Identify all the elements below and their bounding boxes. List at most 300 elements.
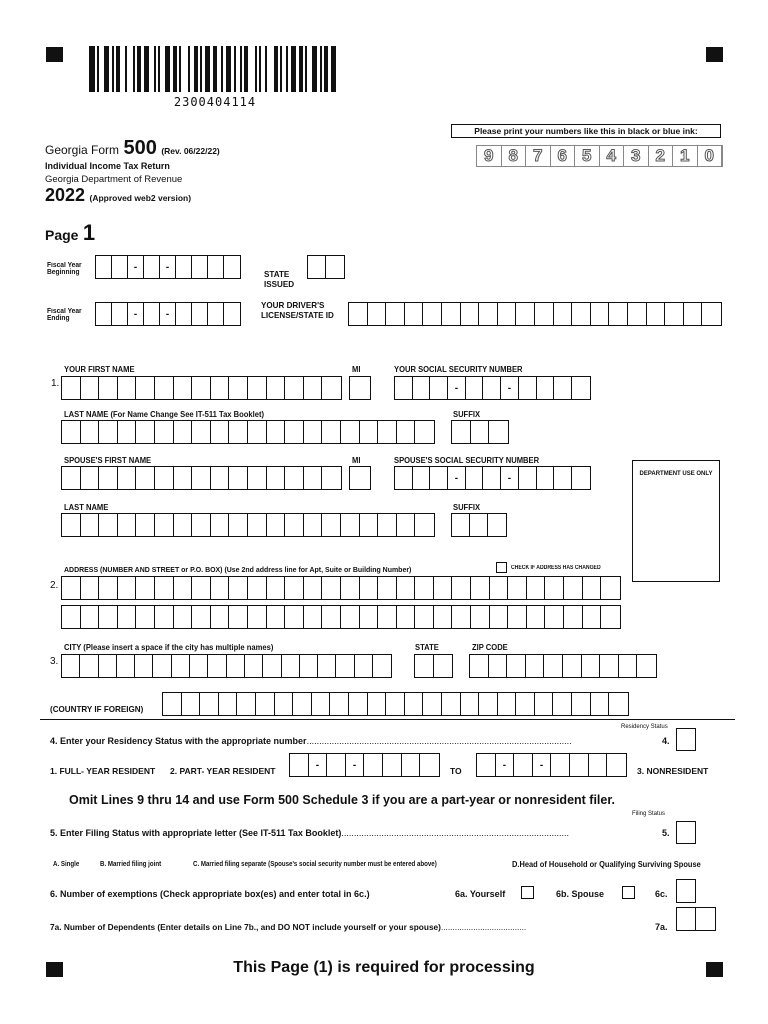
character-cell[interactable] — [304, 606, 323, 628]
character-cell[interactable] — [229, 577, 248, 599]
filing-status-field[interactable] — [676, 821, 696, 844]
character-cell[interactable] — [442, 303, 461, 325]
character-cell[interactable] — [397, 421, 416, 443]
character-cell[interactable] — [192, 377, 211, 399]
character-cell[interactable] — [535, 303, 554, 325]
character-cell[interactable] — [386, 303, 405, 325]
character-cell[interactable]: - — [128, 303, 144, 325]
character-cell[interactable] — [420, 754, 439, 776]
character-cell[interactable] — [619, 655, 638, 677]
character-cell[interactable] — [192, 606, 211, 628]
character-cell[interactable] — [285, 377, 304, 399]
character-cell[interactable] — [248, 577, 267, 599]
character-cell[interactable] — [300, 655, 318, 677]
character-cell[interactable] — [96, 303, 112, 325]
character-cell[interactable] — [600, 655, 619, 677]
character-cell[interactable] — [551, 754, 570, 776]
character-cell[interactable] — [527, 606, 546, 628]
character-cell[interactable] — [248, 514, 267, 536]
character-cell[interactable] — [326, 256, 344, 278]
character-cell[interactable] — [81, 421, 100, 443]
character-cell[interactable] — [609, 303, 628, 325]
character-cell[interactable] — [402, 754, 421, 776]
character-cell[interactable]: - — [309, 754, 328, 776]
character-cell[interactable] — [62, 421, 81, 443]
character-cell[interactable] — [155, 606, 174, 628]
character-cell[interactable] — [471, 606, 490, 628]
character-cell[interactable] — [434, 606, 453, 628]
spouse-last-name-field[interactable] — [61, 513, 435, 537]
character-cell[interactable] — [322, 377, 341, 399]
character-cell[interactable] — [527, 577, 546, 599]
character-cell[interactable] — [563, 655, 582, 677]
character-cell[interactable] — [519, 467, 537, 489]
character-cell[interactable] — [219, 693, 238, 715]
character-cell[interactable] — [163, 693, 182, 715]
character-cell[interactable] — [308, 256, 326, 278]
residency-to-field[interactable] — [476, 753, 627, 777]
character-cell[interactable] — [293, 693, 312, 715]
character-cell[interactable] — [415, 577, 434, 599]
character-cell[interactable] — [572, 467, 590, 489]
character-cell[interactable] — [434, 577, 453, 599]
character-cell[interactable] — [452, 421, 471, 443]
character-cell[interactable] — [285, 421, 304, 443]
character-cell[interactable] — [81, 606, 100, 628]
character-cell[interactable] — [677, 908, 696, 930]
state-issued-field[interactable] — [307, 255, 345, 279]
character-cell[interactable] — [227, 655, 245, 677]
character-cell[interactable] — [322, 606, 341, 628]
character-cell[interactable] — [117, 655, 135, 677]
character-cell[interactable] — [364, 754, 383, 776]
character-cell[interactable] — [434, 655, 453, 677]
character-cell[interactable] — [341, 421, 360, 443]
character-cell[interactable] — [360, 514, 379, 536]
character-cell[interactable] — [62, 577, 81, 599]
character-cell[interactable] — [318, 655, 336, 677]
character-cell[interactable] — [378, 514, 397, 536]
character-cell[interactable] — [282, 655, 300, 677]
character-cell[interactable] — [507, 655, 526, 677]
character-cell[interactable] — [62, 377, 81, 399]
character-cell[interactable] — [378, 606, 397, 628]
character-cell[interactable] — [466, 377, 484, 399]
character-cell[interactable] — [322, 577, 341, 599]
character-cell[interactable] — [285, 577, 304, 599]
character-cell[interactable] — [155, 577, 174, 599]
character-cell[interactable] — [395, 377, 413, 399]
ssn-field[interactable] — [394, 376, 591, 400]
character-cell[interactable] — [155, 377, 174, 399]
character-cell[interactable] — [256, 693, 275, 715]
character-cell[interactable] — [155, 467, 174, 489]
character-cell[interactable] — [263, 655, 281, 677]
character-cell[interactable] — [99, 421, 118, 443]
character-cell[interactable] — [99, 655, 117, 677]
character-cell[interactable] — [153, 655, 171, 677]
character-cell[interactable] — [211, 377, 230, 399]
character-cell[interactable] — [461, 693, 480, 715]
character-cell[interactable] — [136, 377, 155, 399]
character-cell[interactable] — [350, 377, 370, 399]
character-cell[interactable] — [430, 467, 448, 489]
spouse-first-name-field[interactable] — [61, 466, 342, 490]
character-cell[interactable]: - — [501, 377, 519, 399]
exemption-total-field[interactable] — [676, 879, 696, 903]
character-cell[interactable] — [190, 655, 208, 677]
character-cell[interactable]: - — [448, 377, 466, 399]
character-cell[interactable] — [360, 421, 379, 443]
character-cell[interactable] — [99, 467, 118, 489]
character-cell[interactable] — [572, 377, 590, 399]
character-cell[interactable] — [461, 303, 480, 325]
character-cell[interactable] — [696, 908, 715, 930]
character-cell[interactable] — [545, 606, 564, 628]
character-cell[interactable] — [192, 467, 211, 489]
character-cell[interactable] — [211, 577, 230, 599]
character-cell[interactable] — [155, 421, 174, 443]
character-cell[interactable] — [81, 377, 100, 399]
character-cell[interactable] — [275, 693, 294, 715]
character-cell[interactable] — [62, 514, 81, 536]
character-cell[interactable] — [519, 377, 537, 399]
character-cell[interactable] — [237, 693, 256, 715]
character-cell[interactable] — [118, 421, 137, 443]
exemption-yourself-checkbox[interactable] — [521, 886, 534, 899]
spouse-ssn-field[interactable] — [394, 466, 591, 490]
character-cell[interactable] — [570, 754, 589, 776]
character-cell[interactable] — [118, 467, 137, 489]
character-cell[interactable] — [211, 606, 230, 628]
character-cell[interactable] — [192, 421, 211, 443]
character-cell[interactable] — [267, 467, 286, 489]
address-changed-checkbox[interactable] — [496, 562, 507, 573]
character-cell[interactable] — [62, 606, 81, 628]
character-cell[interactable] — [609, 693, 628, 715]
character-cell[interactable] — [535, 693, 554, 715]
character-cell[interactable] — [415, 606, 434, 628]
character-cell[interactable] — [267, 421, 286, 443]
character-cell[interactable] — [267, 606, 286, 628]
character-cell[interactable] — [248, 467, 267, 489]
character-cell[interactable] — [415, 421, 434, 443]
character-cell[interactable] — [118, 577, 137, 599]
character-cell[interactable] — [479, 693, 498, 715]
character-cell[interactable] — [378, 577, 397, 599]
character-cell[interactable] — [176, 256, 192, 278]
character-cell[interactable] — [99, 606, 118, 628]
character-cell[interactable] — [174, 467, 193, 489]
license-field[interactable] — [348, 302, 722, 326]
character-cell[interactable] — [471, 577, 490, 599]
character-cell[interactable]: - — [533, 754, 552, 776]
character-cell[interactable] — [248, 421, 267, 443]
character-cell[interactable] — [466, 467, 484, 489]
character-cell[interactable] — [96, 256, 112, 278]
character-cell[interactable] — [508, 606, 527, 628]
character-cell[interactable] — [355, 655, 373, 677]
character-cell[interactable] — [192, 577, 211, 599]
character-cell[interactable]: - — [160, 303, 176, 325]
character-cell[interactable] — [81, 514, 100, 536]
character-cell[interactable] — [684, 303, 703, 325]
character-cell[interactable]: - — [346, 754, 365, 776]
character-cell[interactable] — [172, 655, 190, 677]
character-cell[interactable] — [572, 303, 591, 325]
character-cell[interactable] — [490, 606, 509, 628]
character-cell[interactable] — [508, 577, 527, 599]
character-cell[interactable] — [397, 577, 416, 599]
character-cell[interactable] — [470, 655, 489, 677]
character-cell[interactable] — [330, 693, 349, 715]
character-cell[interactable] — [341, 577, 360, 599]
character-cell[interactable] — [564, 606, 583, 628]
character-cell[interactable] — [211, 514, 230, 536]
character-cell[interactable] — [514, 754, 533, 776]
character-cell[interactable] — [229, 467, 248, 489]
character-cell[interactable] — [135, 655, 153, 677]
exemption-spouse-checkbox[interactable] — [622, 886, 635, 899]
character-cell[interactable] — [192, 514, 211, 536]
character-cell[interactable] — [601, 606, 620, 628]
character-cell[interactable] — [304, 377, 323, 399]
character-cell[interactable] — [208, 655, 226, 677]
character-cell[interactable] — [489, 655, 508, 677]
character-cell[interactable] — [224, 303, 240, 325]
character-cell[interactable] — [583, 606, 602, 628]
character-cell[interactable] — [702, 303, 721, 325]
character-cell[interactable] — [341, 514, 360, 536]
character-cell[interactable] — [136, 577, 155, 599]
character-cell[interactable] — [99, 377, 118, 399]
character-cell[interactable] — [350, 467, 370, 489]
character-cell[interactable] — [312, 693, 331, 715]
character-cell[interactable] — [285, 467, 304, 489]
character-cell[interactable] — [136, 606, 155, 628]
character-cell[interactable] — [208, 256, 224, 278]
character-cell[interactable] — [99, 577, 118, 599]
character-cell[interactable] — [267, 377, 286, 399]
character-cell[interactable] — [647, 303, 666, 325]
character-cell[interactable] — [144, 256, 160, 278]
character-cell[interactable] — [583, 577, 602, 599]
character-cell[interactable] — [211, 467, 230, 489]
spouse-mi-field[interactable] — [349, 466, 371, 490]
character-cell[interactable] — [545, 577, 564, 599]
character-cell[interactable] — [200, 693, 219, 715]
character-cell[interactable] — [537, 467, 555, 489]
character-cell[interactable] — [322, 421, 341, 443]
residency-status-field[interactable] — [676, 728, 696, 751]
spouse-suffix-field[interactable] — [451, 513, 507, 537]
character-cell[interactable] — [490, 577, 509, 599]
residency-from-field[interactable] — [289, 753, 440, 777]
character-cell[interactable]: - — [496, 754, 515, 776]
character-cell[interactable] — [136, 514, 155, 536]
address-line-2-field[interactable] — [61, 605, 621, 629]
character-cell[interactable] — [423, 693, 442, 715]
character-cell[interactable] — [62, 467, 81, 489]
character-cell[interactable] — [174, 514, 193, 536]
character-cell[interactable] — [62, 655, 80, 677]
character-cell[interactable] — [452, 606, 471, 628]
character-cell[interactable] — [304, 421, 323, 443]
suffix-field[interactable] — [451, 420, 509, 444]
character-cell[interactable] — [488, 514, 506, 536]
character-cell[interactable] — [415, 655, 434, 677]
dependents-field[interactable] — [676, 907, 716, 931]
character-cell[interactable] — [229, 514, 248, 536]
character-cell[interactable] — [174, 421, 193, 443]
character-cell[interactable] — [591, 303, 610, 325]
character-cell[interactable] — [322, 467, 341, 489]
character-cell[interactable] — [415, 514, 434, 536]
character-cell[interactable]: - — [128, 256, 144, 278]
character-cell[interactable] — [229, 421, 248, 443]
character-cell[interactable] — [118, 514, 137, 536]
character-cell[interactable] — [174, 377, 193, 399]
character-cell[interactable] — [174, 606, 193, 628]
character-cell[interactable] — [360, 606, 379, 628]
character-cell[interactable] — [224, 256, 240, 278]
character-cell[interactable] — [628, 303, 647, 325]
character-cell[interactable] — [591, 693, 610, 715]
address-line-1-field[interactable] — [61, 576, 621, 600]
character-cell[interactable] — [397, 514, 416, 536]
character-cell[interactable] — [304, 577, 323, 599]
character-cell[interactable] — [526, 655, 545, 677]
character-cell[interactable] — [470, 514, 488, 536]
character-cell[interactable] — [554, 303, 573, 325]
character-cell[interactable] — [383, 754, 402, 776]
character-cell[interactable] — [248, 377, 267, 399]
character-cell[interactable] — [229, 377, 248, 399]
character-cell[interactable] — [290, 754, 309, 776]
character-cell[interactable] — [554, 467, 572, 489]
character-cell[interactable] — [229, 606, 248, 628]
character-cell[interactable] — [112, 303, 128, 325]
character-cell[interactable] — [368, 693, 387, 715]
character-cell[interactable] — [192, 303, 208, 325]
character-cell[interactable] — [80, 655, 98, 677]
character-cell[interactable] — [477, 754, 496, 776]
character-cell[interactable] — [544, 655, 563, 677]
character-cell[interactable] — [405, 693, 424, 715]
character-cell[interactable] — [378, 421, 397, 443]
city-field[interactable] — [61, 654, 392, 678]
character-cell[interactable] — [248, 606, 267, 628]
character-cell[interactable] — [285, 606, 304, 628]
character-cell[interactable] — [607, 754, 626, 776]
character-cell[interactable] — [413, 377, 431, 399]
character-cell[interactable] — [413, 467, 431, 489]
character-cell[interactable] — [304, 467, 323, 489]
character-cell[interactable]: - — [160, 256, 176, 278]
character-cell[interactable] — [155, 514, 174, 536]
character-cell[interactable] — [112, 256, 128, 278]
character-cell[interactable] — [208, 303, 224, 325]
character-cell[interactable] — [245, 655, 263, 677]
character-cell[interactable] — [489, 421, 508, 443]
character-cell[interactable] — [452, 577, 471, 599]
character-cell[interactable] — [285, 514, 304, 536]
character-cell[interactable] — [564, 577, 583, 599]
character-cell[interactable] — [516, 303, 535, 325]
character-cell[interactable] — [368, 303, 387, 325]
character-cell[interactable] — [211, 421, 230, 443]
character-cell[interactable] — [304, 514, 323, 536]
fiscal-beginning-field[interactable] — [95, 255, 241, 279]
character-cell[interactable] — [349, 693, 368, 715]
character-cell[interactable] — [430, 377, 448, 399]
character-cell[interactable] — [386, 693, 405, 715]
character-cell[interactable] — [483, 467, 501, 489]
character-cell[interactable] — [452, 514, 470, 536]
character-cell[interactable] — [118, 377, 137, 399]
character-cell[interactable] — [483, 377, 501, 399]
character-cell[interactable] — [554, 377, 572, 399]
character-cell[interactable] — [182, 693, 201, 715]
character-cell[interactable] — [442, 693, 461, 715]
character-cell[interactable]: - — [448, 467, 466, 489]
state-field[interactable] — [414, 654, 453, 678]
character-cell[interactable] — [553, 693, 572, 715]
character-cell[interactable] — [267, 514, 286, 536]
character-cell[interactable]: - — [501, 467, 519, 489]
character-cell[interactable] — [572, 693, 591, 715]
character-cell[interactable] — [144, 303, 160, 325]
character-cell[interactable] — [81, 467, 100, 489]
character-cell[interactable] — [136, 421, 155, 443]
character-cell[interactable] — [665, 303, 684, 325]
character-cell[interactable] — [637, 655, 656, 677]
character-cell[interactable] — [99, 514, 118, 536]
character-cell[interactable] — [498, 693, 517, 715]
character-cell[interactable] — [118, 606, 137, 628]
character-cell[interactable] — [81, 577, 100, 599]
character-cell[interactable] — [373, 655, 391, 677]
fiscal-ending-field[interactable] — [95, 302, 241, 326]
first-name-field[interactable] — [61, 376, 342, 400]
character-cell[interactable] — [322, 514, 341, 536]
character-cell[interactable] — [405, 303, 424, 325]
zip-field[interactable] — [469, 654, 657, 678]
character-cell[interactable] — [397, 606, 416, 628]
character-cell[interactable] — [589, 754, 608, 776]
country-field[interactable] — [162, 692, 629, 716]
last-name-field[interactable] — [61, 420, 435, 444]
character-cell[interactable] — [601, 577, 620, 599]
character-cell[interactable] — [174, 577, 193, 599]
character-cell[interactable] — [479, 303, 498, 325]
character-cell[interactable] — [267, 577, 286, 599]
character-cell[interactable] — [341, 606, 360, 628]
character-cell[interactable] — [136, 467, 155, 489]
mi-field[interactable] — [349, 376, 371, 400]
character-cell[interactable] — [516, 693, 535, 715]
character-cell[interactable] — [176, 303, 192, 325]
character-cell[interactable] — [423, 303, 442, 325]
character-cell[interactable] — [471, 421, 490, 443]
character-cell[interactable] — [336, 655, 354, 677]
character-cell[interactable] — [395, 467, 413, 489]
character-cell[interactable] — [327, 754, 346, 776]
character-cell[interactable] — [582, 655, 601, 677]
character-cell[interactable] — [192, 256, 208, 278]
character-cell[interactable] — [498, 303, 517, 325]
character-cell[interactable] — [537, 377, 555, 399]
